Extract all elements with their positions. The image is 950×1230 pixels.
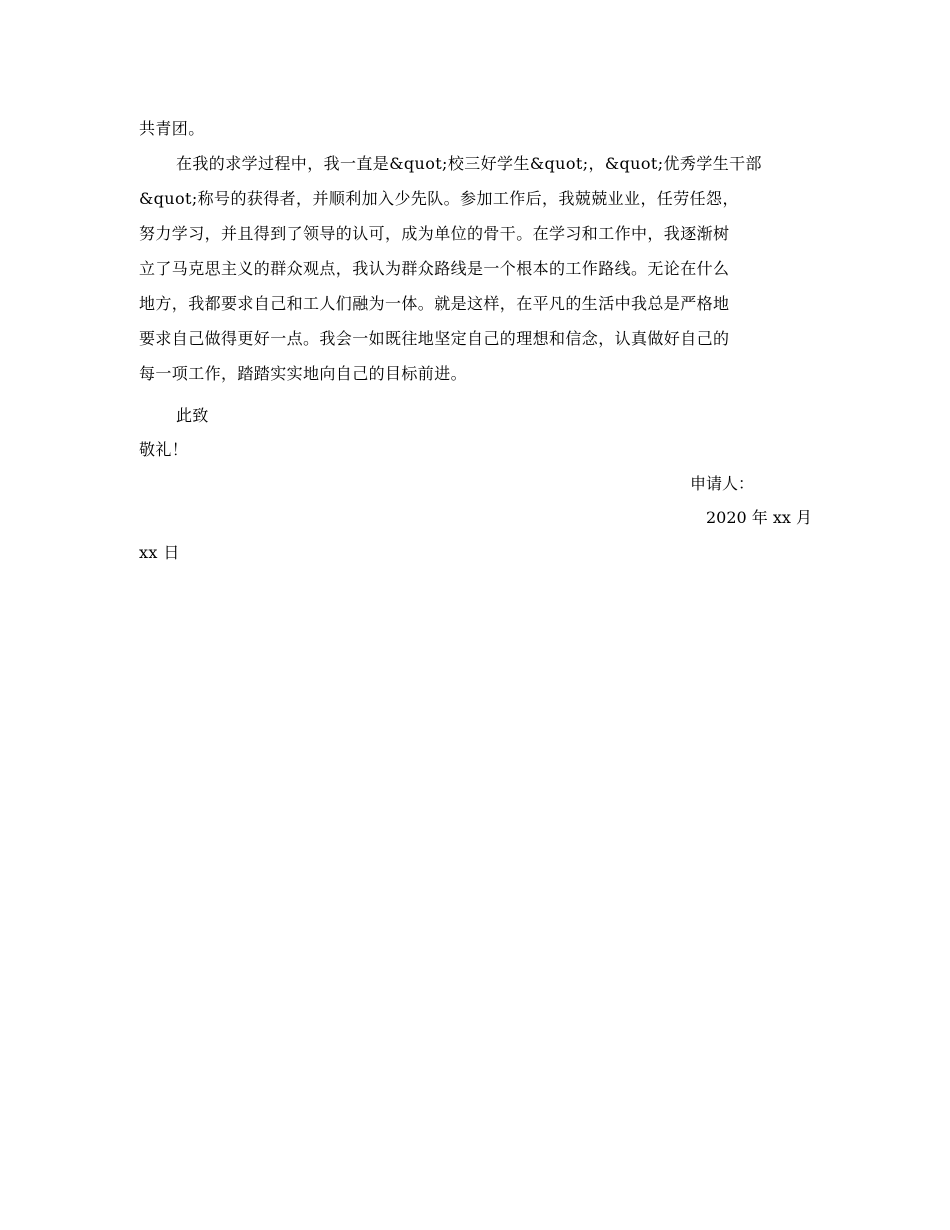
applicant-label: 申请人： — [690, 474, 755, 493]
closing-regards: 敬礼！ — [139, 440, 189, 459]
paragraph-line: 要求自己做得更好一点。我会一如既往地坚定自己的理想和信念，认真做好自己的 — [139, 329, 730, 348]
paragraph-line: 努力学习，并且得到了领导的认可，成为单位的骨干。在学习和工作中，我逐渐树 — [139, 224, 730, 243]
paragraph-line: 在我的求学过程中，我一直是&quot;校三好学生&quot;，&quot;优秀学生干部 — [176, 154, 762, 173]
date-year-month: 2020 年 xx 月 — [706, 508, 813, 527]
closing-salutation: 此致 — [176, 406, 209, 425]
paragraph-line: 地方，我都要求自己和工人们融为一体。就是这样，在平凡的生活中我总是严格地 — [139, 294, 730, 313]
date-day: xx 日 — [139, 543, 180, 562]
paragraph-line: 立了马克思主义的群众观点，我认为群众路线是一个根本的工作路线。无论在什么 — [139, 259, 730, 278]
paragraph-line: &quot;称号的获得者，并顺利加入少先队。参加工作后，我兢兢业业，任劳任怨， — [139, 189, 739, 208]
opening-line: 共青团。 — [139, 119, 205, 138]
paragraph-line: 每一项工作，踏踏实实地向自己的目标前进。 — [139, 364, 468, 383]
